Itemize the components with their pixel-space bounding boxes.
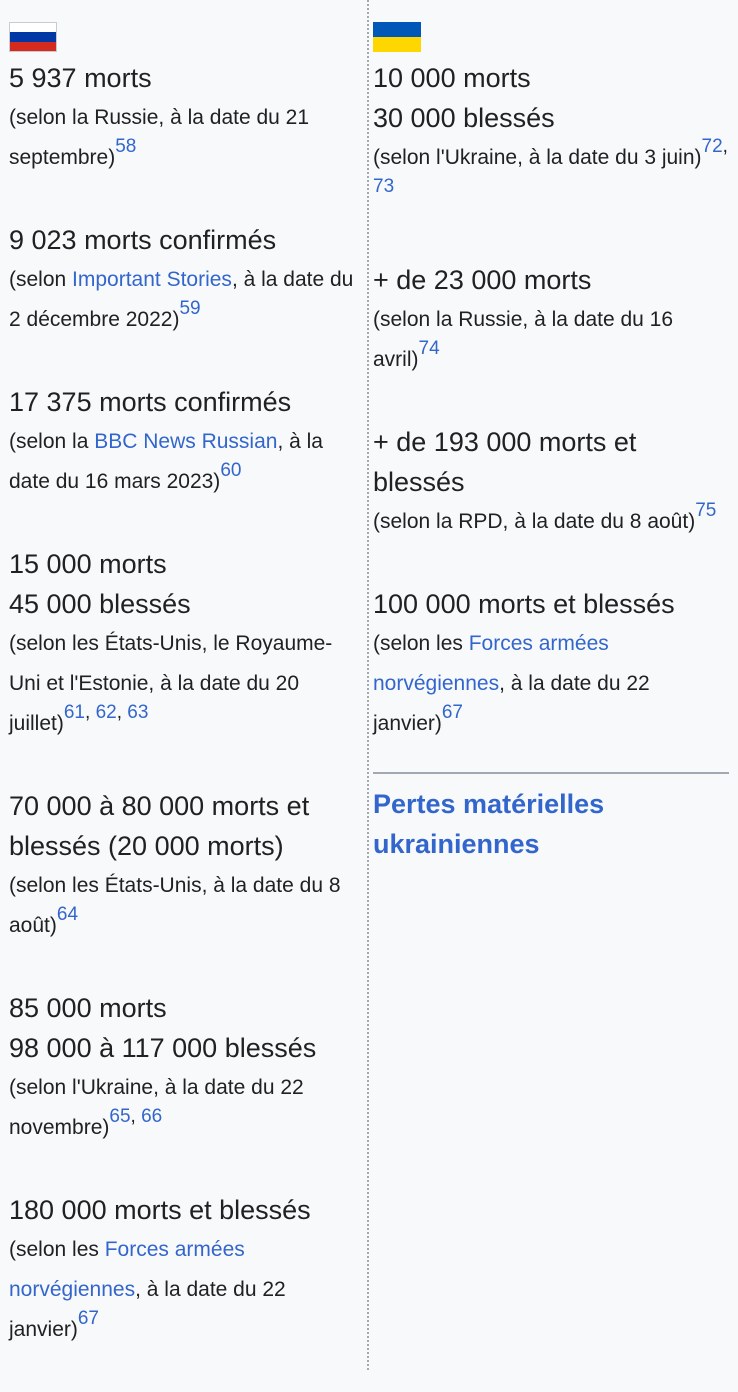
casualty-figure: 100 000 morts et blessés — [373, 589, 675, 619]
ukraine-flag-icon — [373, 22, 421, 52]
citation-link[interactable]: 67 — [77, 1308, 99, 1329]
citation-link[interactable]: 63 — [127, 702, 149, 723]
source-note — [373, 138, 729, 218]
casualty-figure: 45 000 blessés — [9, 589, 191, 619]
source-note — [9, 624, 361, 744]
citation-link[interactable]: 66 — [141, 1106, 163, 1127]
russia-flag-icon — [9, 22, 57, 52]
casualty-figure: + de 23 000 morts — [373, 265, 592, 295]
casualty-figure: 17 375 morts confirmés — [9, 387, 292, 417]
casualty-figure: 180 000 morts et blessés — [9, 1195, 311, 1225]
russia-column — [9, 0, 361, 1392]
source-text: (selon l'Ukraine, à la date du 22 novembre) — [9, 1076, 304, 1139]
source-text-after: , à la date du 22 janvier) — [373, 672, 650, 735]
citation-link[interactable]: 73 — [373, 176, 395, 197]
source-link[interactable]: BBC News Russian — [94, 430, 278, 453]
citation-link[interactable]: 58 — [115, 136, 137, 157]
citation-refs: 72, 73 — [373, 136, 728, 197]
column-divider — [367, 0, 369, 1370]
section-separator — [373, 772, 729, 774]
casualty-entry — [9, 382, 361, 502]
casualty-figure: 9 023 morts confirmés — [9, 225, 277, 255]
source-note — [373, 300, 729, 380]
source-text: (selon les — [9, 1238, 105, 1261]
citation-refs — [115, 136, 136, 157]
source-link[interactable]: Important Stories — [72, 268, 232, 291]
citation-refs: 61, 62, 63 — [63, 702, 149, 723]
citation-link[interactable]: 67 — [441, 702, 463, 723]
source-text: (selon la — [9, 430, 95, 453]
casualty-figure: 85 000 morts — [9, 993, 167, 1023]
citation-refs — [220, 460, 241, 481]
casualty-entry — [9, 786, 361, 946]
materiel-losses-link[interactable]: Pertes matérielles ukrainiennes — [373, 789, 605, 859]
citation-link[interactable]: 62 — [95, 702, 117, 723]
casualty-figure: 70 000 à 80 000 morts et blessés (20 000 morts) — [9, 791, 310, 861]
casualty-entry — [9, 58, 361, 178]
casualty-entry — [373, 422, 729, 542]
citation-refs — [695, 500, 716, 521]
citation-refs — [442, 702, 463, 723]
source-text: (selon la RPD, à la date du 8 août) — [373, 510, 696, 533]
ukraine-column — [373, 0, 729, 864]
casualty-entry — [373, 58, 729, 218]
citation-refs: 65, 66 — [109, 1106, 163, 1127]
source-note — [9, 1068, 361, 1148]
russia-entries — [9, 58, 361, 1350]
source-link[interactable]: Forces armées norvégiennes — [373, 632, 609, 695]
citation-link[interactable]: 72 — [701, 136, 723, 157]
citation-link[interactable]: 64 — [56, 904, 79, 925]
source-text: (selon les États-Unis, le Royaume-Uni et l'Estonie, à la date du 20 juillet) — [9, 632, 333, 735]
source-note — [9, 1230, 361, 1350]
casualty-entry — [9, 220, 361, 340]
casualty-entry — [373, 584, 729, 744]
casualty-figure: 15 000 morts — [9, 549, 167, 579]
casualty-figure: 10 000 morts — [373, 63, 531, 93]
casualty-figure: + de 193 000 morts et blessés — [373, 427, 637, 497]
ukraine-entries — [373, 58, 729, 744]
citation-refs — [179, 298, 200, 319]
citation-link[interactable]: 74 — [418, 338, 440, 359]
source-text: (selon la Russie, à la date du 21 septembre) — [9, 106, 310, 169]
source-text-after: , à la date du 2 décembre 2022) — [9, 268, 354, 331]
citation-link[interactable]: 60 — [220, 460, 242, 481]
casualty-entry — [9, 988, 361, 1148]
source-note — [9, 422, 361, 502]
casualty-figure: 98 000 à 117 000 blessés — [9, 1033, 317, 1063]
source-text: (selon la Russie, à la date du 16 avril) — [373, 308, 674, 371]
citation-link[interactable]: 75 — [695, 500, 717, 521]
source-note — [373, 624, 729, 744]
citation-refs — [419, 338, 440, 359]
casualty-figure: 30 000 blessés — [373, 103, 555, 133]
source-note — [9, 866, 361, 946]
source-text: (selon l'Ukraine, à la date du 3 juin) — [373, 146, 702, 169]
casualty-entry — [373, 260, 729, 380]
source-text: (selon — [9, 268, 73, 291]
citation-link[interactable]: 61 — [63, 702, 85, 723]
source-text-after: , à la date du 16 mars 2023) — [9, 430, 323, 493]
citation-link[interactable]: 65 — [109, 1106, 131, 1127]
citation-link[interactable]: 59 — [179, 298, 201, 319]
source-text: (selon les — [373, 632, 469, 655]
casualty-entry — [9, 544, 361, 744]
citation-refs — [78, 1308, 99, 1329]
source-text: (selon les États-Unis, à la date du 8 août) — [9, 874, 341, 937]
source-note — [9, 260, 361, 340]
source-note — [9, 98, 361, 178]
source-text-after: , à la date du 22 janvier) — [9, 1278, 286, 1341]
source-link[interactable]: Forces armées norvégiennes — [9, 1238, 245, 1301]
casualty-entry — [9, 1190, 361, 1350]
citation-refs — [57, 904, 78, 925]
casualty-figure: 5 937 morts — [9, 63, 152, 93]
source-note — [373, 502, 729, 542]
